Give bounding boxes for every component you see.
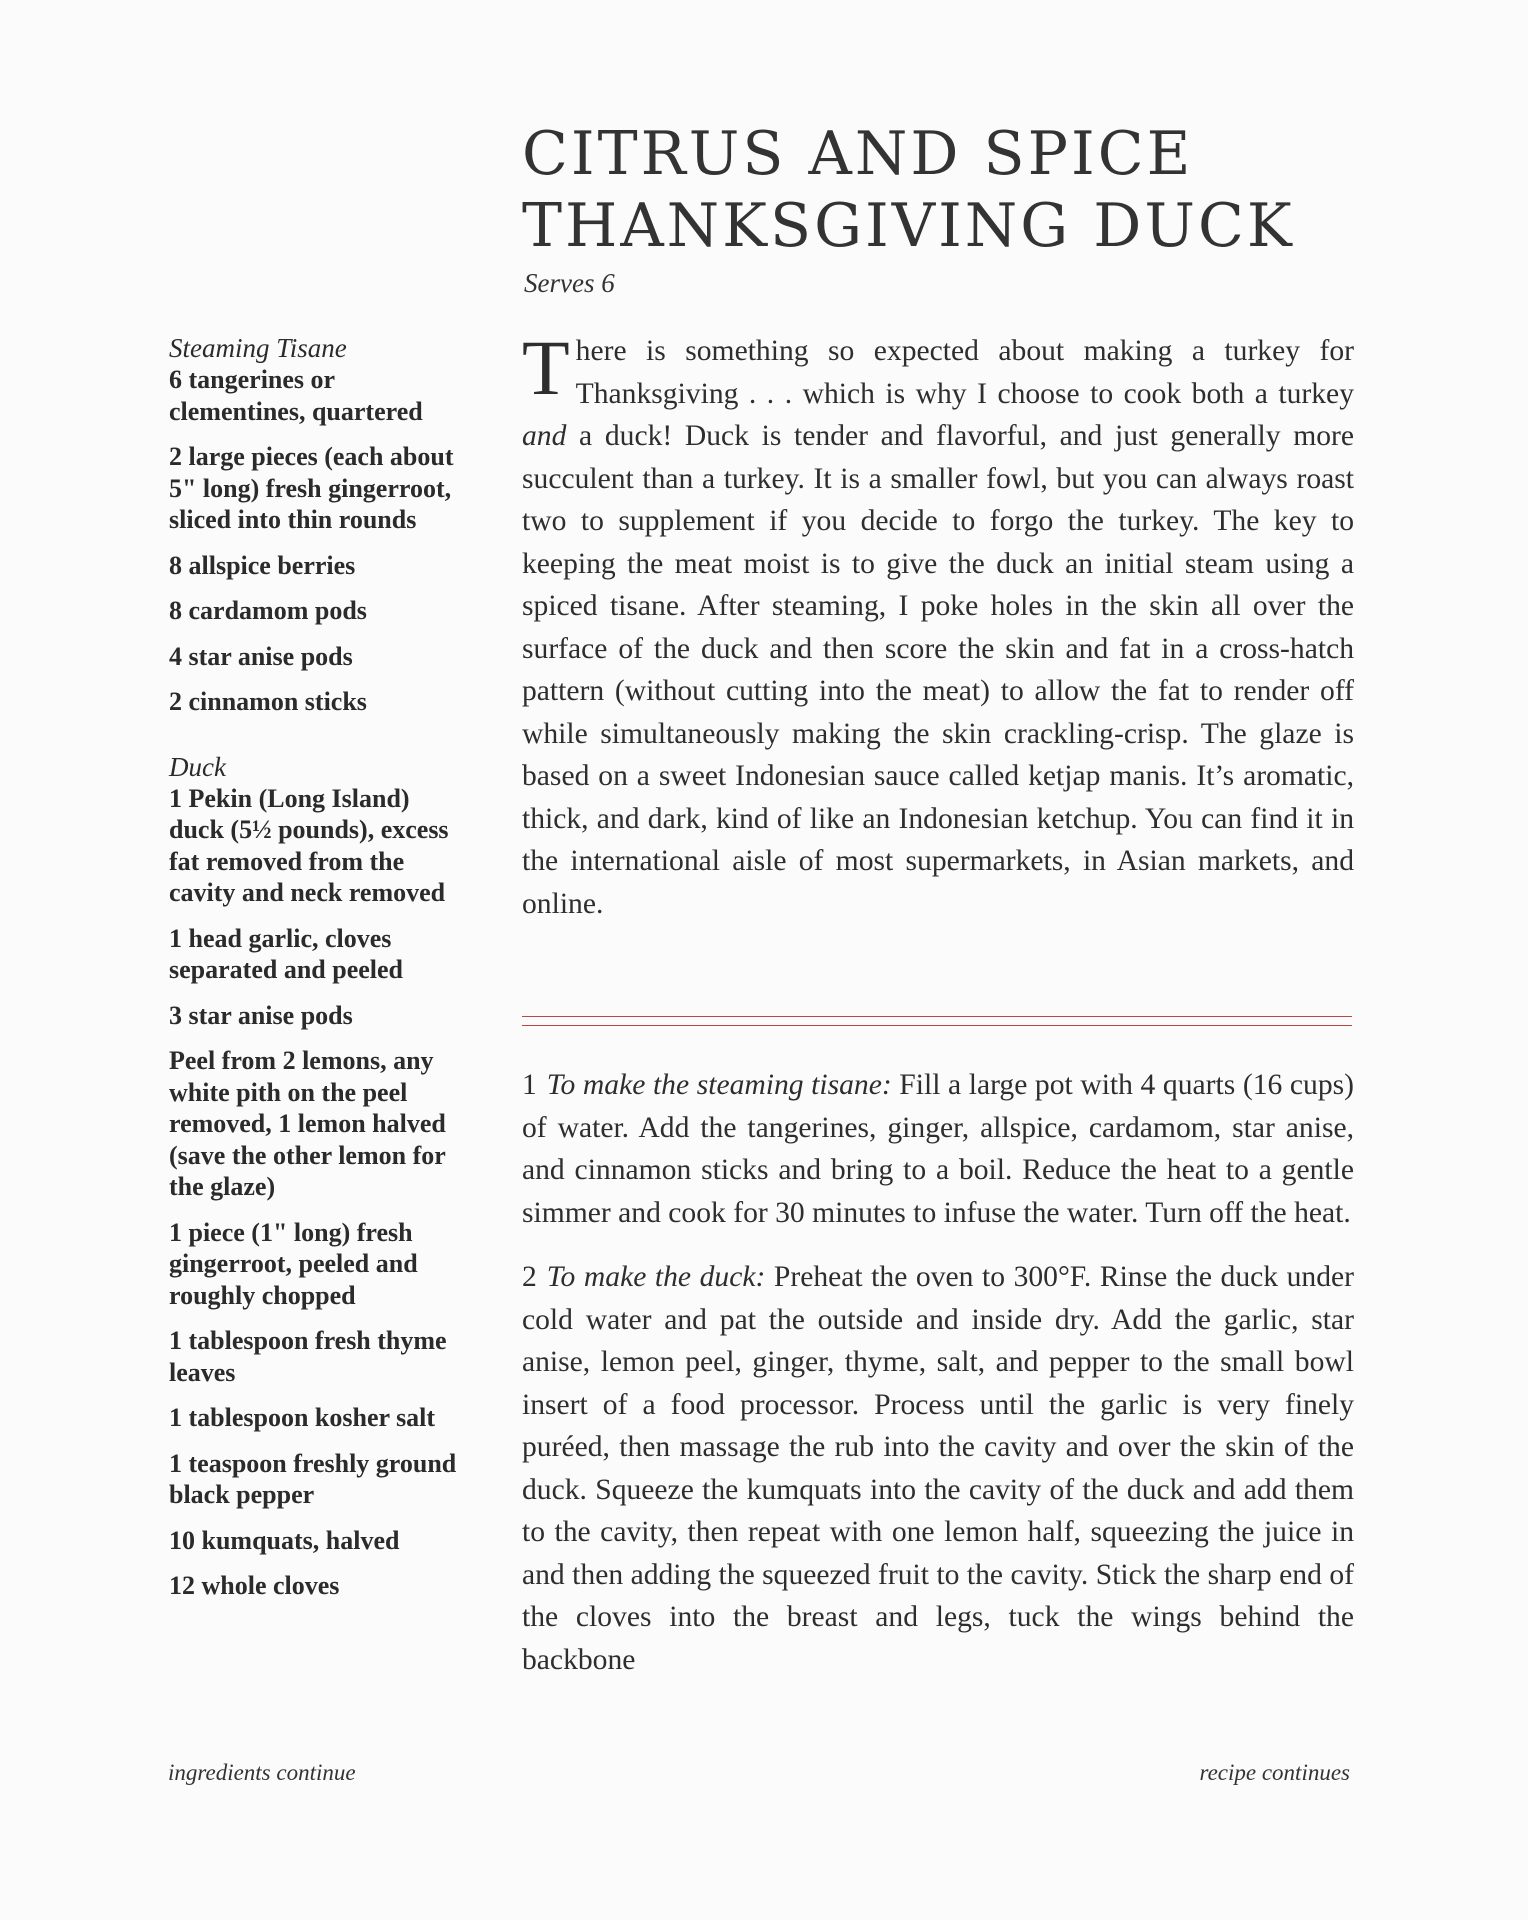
tisane-ingredient-list xyxy=(169,364,469,718)
ingredient-item: 2 large pieces (each about 5" long) fresh gingerroot, sliced into thin rounds xyxy=(169,442,454,534)
serves-label: Serves 6 xyxy=(524,268,615,298)
ingredient-item: 8 allspice berries xyxy=(169,550,356,580)
ingredient-item: 1 piece (1" long) fresh gingerroot, peeled and roughly chopped xyxy=(169,1217,418,1310)
step-lead: To make the duck: xyxy=(546,1261,766,1293)
ingredient-item: 8 cardamom pods xyxy=(169,596,367,625)
ingredient-item: 2 cinnamon sticks xyxy=(169,687,367,716)
divider-rule-top xyxy=(522,1016,1352,1017)
step-text: Preheat the oven to 300°F. Rinse the duck under cold water and pat the outside and inside dry. Add the garlic, star anise, lemon peel, ginger, thyme, salt, and pepper to the small bowl insert of a food processor. Process until the garlic is very finely puréed, then massage the rub into the cavity and over the skin of the duck. Squeeze the kumquats into the cavity of the duck and add them to the cavity, then repeat with one lemon half, squeezing the juice in and then adding the squeezed fruit to the cavity. Stick the sharp end of the cloves into the breast and legs, tuck the wings behind the backbone xyxy=(522,1261,1354,1676)
ingredient-item: Peel from 2 lemons, any white pith on the peel removed, 1 lemon halved (save the other lemon for the glaze) xyxy=(169,1046,446,1201)
divider-rule-bottom xyxy=(522,1025,1352,1026)
drop-cap: T xyxy=(522,324,570,411)
ingredients-continue-note: ingredients continue xyxy=(168,1760,356,1785)
step-lead: To make the steaming tisane: xyxy=(546,1069,892,1101)
ingredient-item: 1 head garlic, cloves separated and peeled xyxy=(169,923,403,984)
ingredient-item: 4 star anise pods xyxy=(169,641,353,671)
recipe-title xyxy=(522,118,1422,262)
ingredient-item: 1 tablespoon fresh thyme leaves xyxy=(169,1326,447,1387)
step-text: Fill a large pot with 4 quarts (16 cups) of water. Add the tangerines, ginger, allspice, cardamom, star anise, and cinnamon sticks and bring to a boil. Reduce the heat to a gentle simmer and cook for 30 minutes to infuse the water. Turn off the heat. xyxy=(522,1069,1354,1229)
ingredients-column xyxy=(169,333,469,1616)
step-1 xyxy=(522,1064,1354,1234)
ingredient-item: 1 Pekin (Long Island) duck (5½ pounds), excess fat removed from the cavity and neck removed xyxy=(169,783,449,907)
duck-heading: Duck xyxy=(169,751,226,782)
title-line-1: CITRUS AND SPICE xyxy=(522,119,1194,189)
step-number: 2 xyxy=(522,1261,537,1293)
title-line-2: THANKSGIVING DUCK xyxy=(522,191,1295,261)
tisane-heading: Steaming Tisane xyxy=(169,333,347,363)
recipe-continues-note: recipe continues xyxy=(1199,1760,1350,1785)
ingredient-item: 10 kumquats, halved xyxy=(169,1525,400,1555)
intro-text-1: here is something so expected about making a turkey for Thanksgiving . . . which is why I choose to cook both a turkey xyxy=(575,335,1354,410)
intro-paragraph xyxy=(522,324,1354,925)
ingredient-item: 12 whole cloves xyxy=(169,1571,340,1600)
method-steps xyxy=(522,1064,1354,1703)
ingredient-item: 3 star anise pods xyxy=(169,1000,353,1030)
ingredient-item: 1 tablespoon kosher salt xyxy=(169,1403,436,1432)
duck-ingredient-list xyxy=(169,783,469,1602)
ingredient-item: 1 teaspoon freshly ground black pepper xyxy=(169,1448,457,1509)
intro-emphasis: and xyxy=(522,420,567,452)
ingredient-item: 6 tangerines or clementines, quartered xyxy=(169,365,423,426)
step-2 xyxy=(522,1256,1354,1681)
step-number: 1 xyxy=(522,1069,537,1101)
intro-text-2: a duck! Duck is tender and flavorful, and just generally more succulent than a turkey. It is a smaller fowl, but you can always roast two to supplement if you decide to forgo the turkey. The key to keeping the meat moist is to give the duck an initial steam using a spiced tisane. After steaming, I poke holes in the skin all over the surface of the duck and then score the skin and fat in a cross-hatch pattern (without cutting into the meat) to allow the fat to render off while simultaneously making the skin crackling-crisp. The glaze is based on a sweet Indonesian sauce called ketjap manis. It’s aromatic, thick, and dark, kind of like an Indonesian ketchup. You can find it in the international aisle of most supermarkets, in Asian markets, and online. xyxy=(522,420,1354,920)
spacer xyxy=(169,732,469,752)
